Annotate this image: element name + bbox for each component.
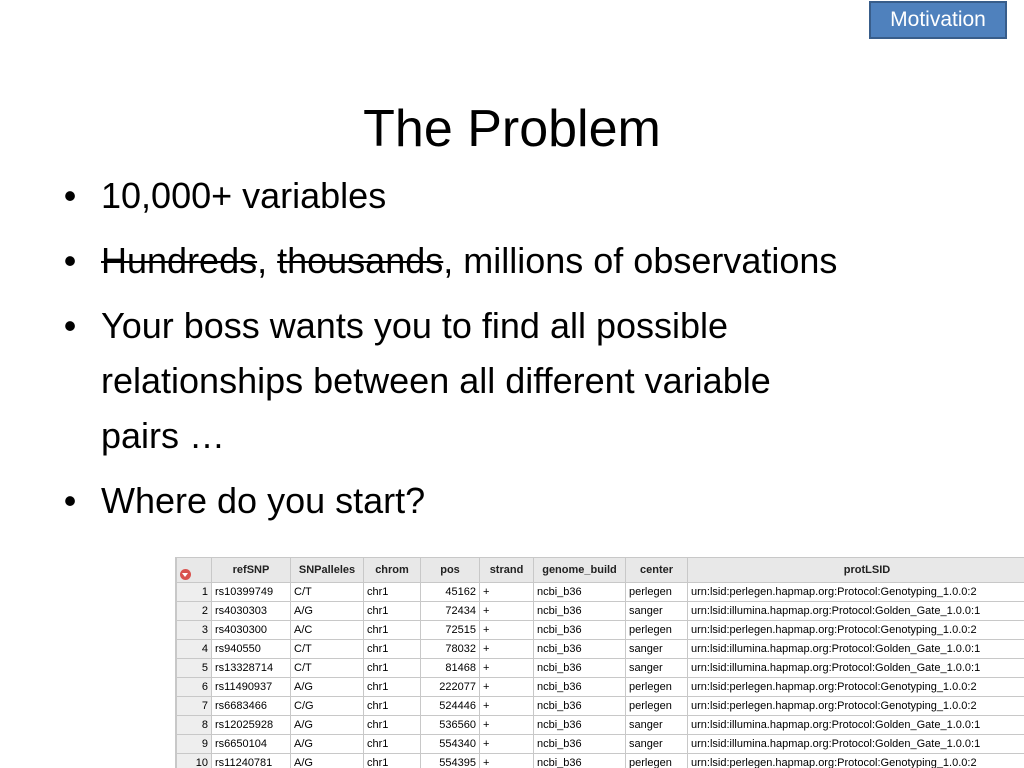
- bullet-item: [60, 298, 1000, 463]
- bullet-list: [60, 168, 1000, 538]
- table-cell[interactable]: urn:lsid:illumina.hapmap.org:Protocol:Golden_Gate_1.0.0:1: [688, 735, 1024, 754]
- table-cell[interactable]: ncbi_b36: [534, 659, 626, 678]
- table-cell[interactable]: A/G: [291, 602, 364, 621]
- table-cell[interactable]: ncbi_b36: [534, 583, 626, 602]
- table-cell[interactable]: +: [480, 754, 534, 768]
- separator: ,: [257, 240, 278, 281]
- struck-word-hundreds: Hundreds: [101, 240, 258, 281]
- bullet-text-line: pairs …: [101, 415, 226, 456]
- table-cell[interactable]: C/T: [291, 640, 364, 659]
- table-cell[interactable]: C/G: [291, 697, 364, 716]
- table-row[interactable]: [177, 602, 1024, 621]
- column-header[interactable]: pos: [421, 558, 480, 583]
- sort-menu-icon[interactable]: [180, 569, 191, 580]
- table-cell[interactable]: A/G: [291, 754, 364, 768]
- bullet-dot-icon: •: [63, 305, 77, 346]
- table-cell[interactable]: urn:lsid:perlegen.hapmap.org:Protocol:Genotyping_1.0.0:2: [688, 583, 1024, 602]
- table-cell[interactable]: +: [480, 621, 534, 640]
- row-number[interactable]: 6: [177, 678, 212, 697]
- table-cell[interactable]: urn:lsid:perlegen.hapmap.org:Protocol:Genotyping_1.0.0:2: [688, 678, 1024, 697]
- table-cell[interactable]: perlegen: [626, 754, 688, 768]
- table-row[interactable]: [177, 716, 1024, 735]
- bullet-dot-icon: •: [63, 480, 77, 521]
- row-number[interactable]: 2: [177, 602, 212, 621]
- table-row[interactable]: [177, 640, 1024, 659]
- row-number[interactable]: 4: [177, 640, 212, 659]
- table-cell[interactable]: 536560: [421, 716, 480, 735]
- bullet-item: [60, 473, 1000, 528]
- table-cell[interactable]: sanger: [626, 659, 688, 678]
- table-cell[interactable]: ncbi_b36: [534, 735, 626, 754]
- table-cell[interactable]: +: [480, 716, 534, 735]
- table-cell[interactable]: ncbi_b36: [534, 640, 626, 659]
- struck-word-thousands: thousands: [277, 240, 444, 281]
- snp-table: [176, 557, 1024, 768]
- table-cell[interactable]: ncbi_b36: [534, 678, 626, 697]
- row-number[interactable]: 3: [177, 621, 212, 640]
- row-number[interactable]: 10: [177, 754, 212, 768]
- table-cell[interactable]: chr1: [364, 659, 421, 678]
- row-number[interactable]: 5: [177, 659, 212, 678]
- table-row[interactable]: [177, 678, 1024, 697]
- table-cell[interactable]: ncbi_b36: [534, 621, 626, 640]
- bullet-text: 10,000+ variables: [101, 175, 387, 216]
- table-cell[interactable]: perlegen: [626, 583, 688, 602]
- column-header[interactable]: center: [626, 558, 688, 583]
- bullet-dot-icon: •: [63, 240, 77, 281]
- row-number[interactable]: 7: [177, 697, 212, 716]
- bullet-text-line: Your boss wants you to find all possible: [101, 305, 729, 346]
- data-table-screenshot: [175, 557, 1024, 768]
- bullet-item: [60, 168, 1000, 223]
- table-cell[interactable]: urn:lsid:perlegen.hapmap.org:Protocol:Genotyping_1.0.0:2: [688, 621, 1024, 640]
- table-cell[interactable]: ncbi_b36: [534, 602, 626, 621]
- table-cell[interactable]: +: [480, 640, 534, 659]
- table-cell[interactable]: 78032: [421, 640, 480, 659]
- column-header[interactable]: strand: [480, 558, 534, 583]
- table-cell[interactable]: chr1: [364, 678, 421, 697]
- table-cell[interactable]: chr1: [364, 735, 421, 754]
- table-cell[interactable]: 72515: [421, 621, 480, 640]
- table-cell[interactable]: urn:lsid:illumina.hapmap.org:Protocol:Golden_Gate_1.0.0:1: [688, 640, 1024, 659]
- table-cell[interactable]: rs4030300: [212, 621, 291, 640]
- column-header[interactable]: genome_build: [534, 558, 626, 583]
- column-header[interactable]: chrom: [364, 558, 421, 583]
- table-cell[interactable]: rs11490937: [212, 678, 291, 697]
- table-cell[interactable]: perlegen: [626, 678, 688, 697]
- table-cell[interactable]: sanger: [626, 640, 688, 659]
- column-header[interactable]: SNPalleles: [291, 558, 364, 583]
- table-row[interactable]: [177, 583, 1024, 602]
- table-cell[interactable]: C/T: [291, 659, 364, 678]
- table-header-row: [177, 558, 1024, 583]
- table-cell[interactable]: chr1: [364, 602, 421, 621]
- table-cell[interactable]: urn:lsid:perlegen.hapmap.org:Protocol:Genotyping_1.0.0:2: [688, 697, 1024, 716]
- table-cell[interactable]: chr1: [364, 716, 421, 735]
- table-cell[interactable]: 524446: [421, 697, 480, 716]
- table-cell[interactable]: urn:lsid:illumina.hapmap.org:Protocol:Golden_Gate_1.0.0:1: [688, 659, 1024, 678]
- table-cell[interactable]: ncbi_b36: [534, 716, 626, 735]
- bullet-item-struck: [60, 233, 1000, 288]
- table-cell[interactable]: perlegen: [626, 621, 688, 640]
- table-cell[interactable]: urn:lsid:perlegen.hapmap.org:Protocol:Genotyping_1.0.0:2: [688, 754, 1024, 768]
- table-cell[interactable]: rs13328714: [212, 659, 291, 678]
- table-cell[interactable]: +: [480, 602, 534, 621]
- sort-menu-button[interactable]: [177, 558, 212, 583]
- table-cell[interactable]: rs4030303: [212, 602, 291, 621]
- table-cell[interactable]: sanger: [626, 735, 688, 754]
- table-cell[interactable]: ncbi_b36: [534, 697, 626, 716]
- column-header[interactable]: protLSID: [688, 558, 1024, 583]
- table-cell[interactable]: chr1: [364, 621, 421, 640]
- table-row[interactable]: [177, 735, 1024, 754]
- table-cell[interactable]: urn:lsid:illumina.hapmap.org:Protocol:Golden_Gate_1.0.0:1: [688, 602, 1024, 621]
- table-cell[interactable]: 81468: [421, 659, 480, 678]
- table-cell[interactable]: sanger: [626, 716, 688, 735]
- table-cell[interactable]: chr1: [364, 754, 421, 768]
- table-cell[interactable]: rs940550: [212, 640, 291, 659]
- table-cell[interactable]: chr1: [364, 640, 421, 659]
- table-cell[interactable]: +: [480, 583, 534, 602]
- table-cell[interactable]: +: [480, 697, 534, 716]
- row-number[interactable]: 8: [177, 716, 212, 735]
- bullet-dot-icon: •: [63, 175, 77, 216]
- table-cell[interactable]: C/T: [291, 583, 364, 602]
- table-cell[interactable]: 554340: [421, 735, 480, 754]
- table-cell[interactable]: urn:lsid:illumina.hapmap.org:Protocol:Golden_Gate_1.0.0:1: [688, 716, 1024, 735]
- table-cell[interactable]: rs10399749: [212, 583, 291, 602]
- bullet-text: Where do you start?: [101, 480, 426, 521]
- table-cell[interactable]: A/G: [291, 716, 364, 735]
- table-cell[interactable]: +: [480, 659, 534, 678]
- row-number[interactable]: 1: [177, 583, 212, 602]
- table-cell[interactable]: +: [480, 678, 534, 697]
- table-cell[interactable]: 554395: [421, 754, 480, 768]
- table-row[interactable]: [177, 754, 1024, 768]
- table-row[interactable]: [177, 621, 1024, 640]
- slide-title: The Problem: [363, 100, 661, 158]
- table-cell[interactable]: A/G: [291, 735, 364, 754]
- table-cell[interactable]: chr1: [364, 583, 421, 602]
- table-cell[interactable]: chr1: [364, 697, 421, 716]
- table-cell[interactable]: rs12025928: [212, 716, 291, 735]
- section-tag: Motivation: [869, 1, 1007, 39]
- table-cell[interactable]: 45162: [421, 583, 480, 602]
- table-cell[interactable]: rs6650104: [212, 735, 291, 754]
- table-cell[interactable]: 222077: [421, 678, 480, 697]
- table-cell[interactable]: A/G: [291, 678, 364, 697]
- column-header[interactable]: refSNP: [212, 558, 291, 583]
- table-cell[interactable]: A/C: [291, 621, 364, 640]
- table-cell[interactable]: rs6683466: [212, 697, 291, 716]
- bullet-text: , millions of observations: [443, 240, 838, 281]
- table-cell[interactable]: ncbi_b36: [534, 754, 626, 768]
- table-cell[interactable]: perlegen: [626, 697, 688, 716]
- table-row[interactable]: [177, 659, 1024, 678]
- row-number[interactable]: 9: [177, 735, 212, 754]
- bullet-text-line: relationships between all different variable: [101, 360, 771, 401]
- table-cell[interactable]: 72434: [421, 602, 480, 621]
- table-cell[interactable]: sanger: [626, 602, 688, 621]
- table-cell[interactable]: rs11240781: [212, 754, 291, 768]
- table-row[interactable]: [177, 697, 1024, 716]
- table-cell[interactable]: +: [480, 735, 534, 754]
